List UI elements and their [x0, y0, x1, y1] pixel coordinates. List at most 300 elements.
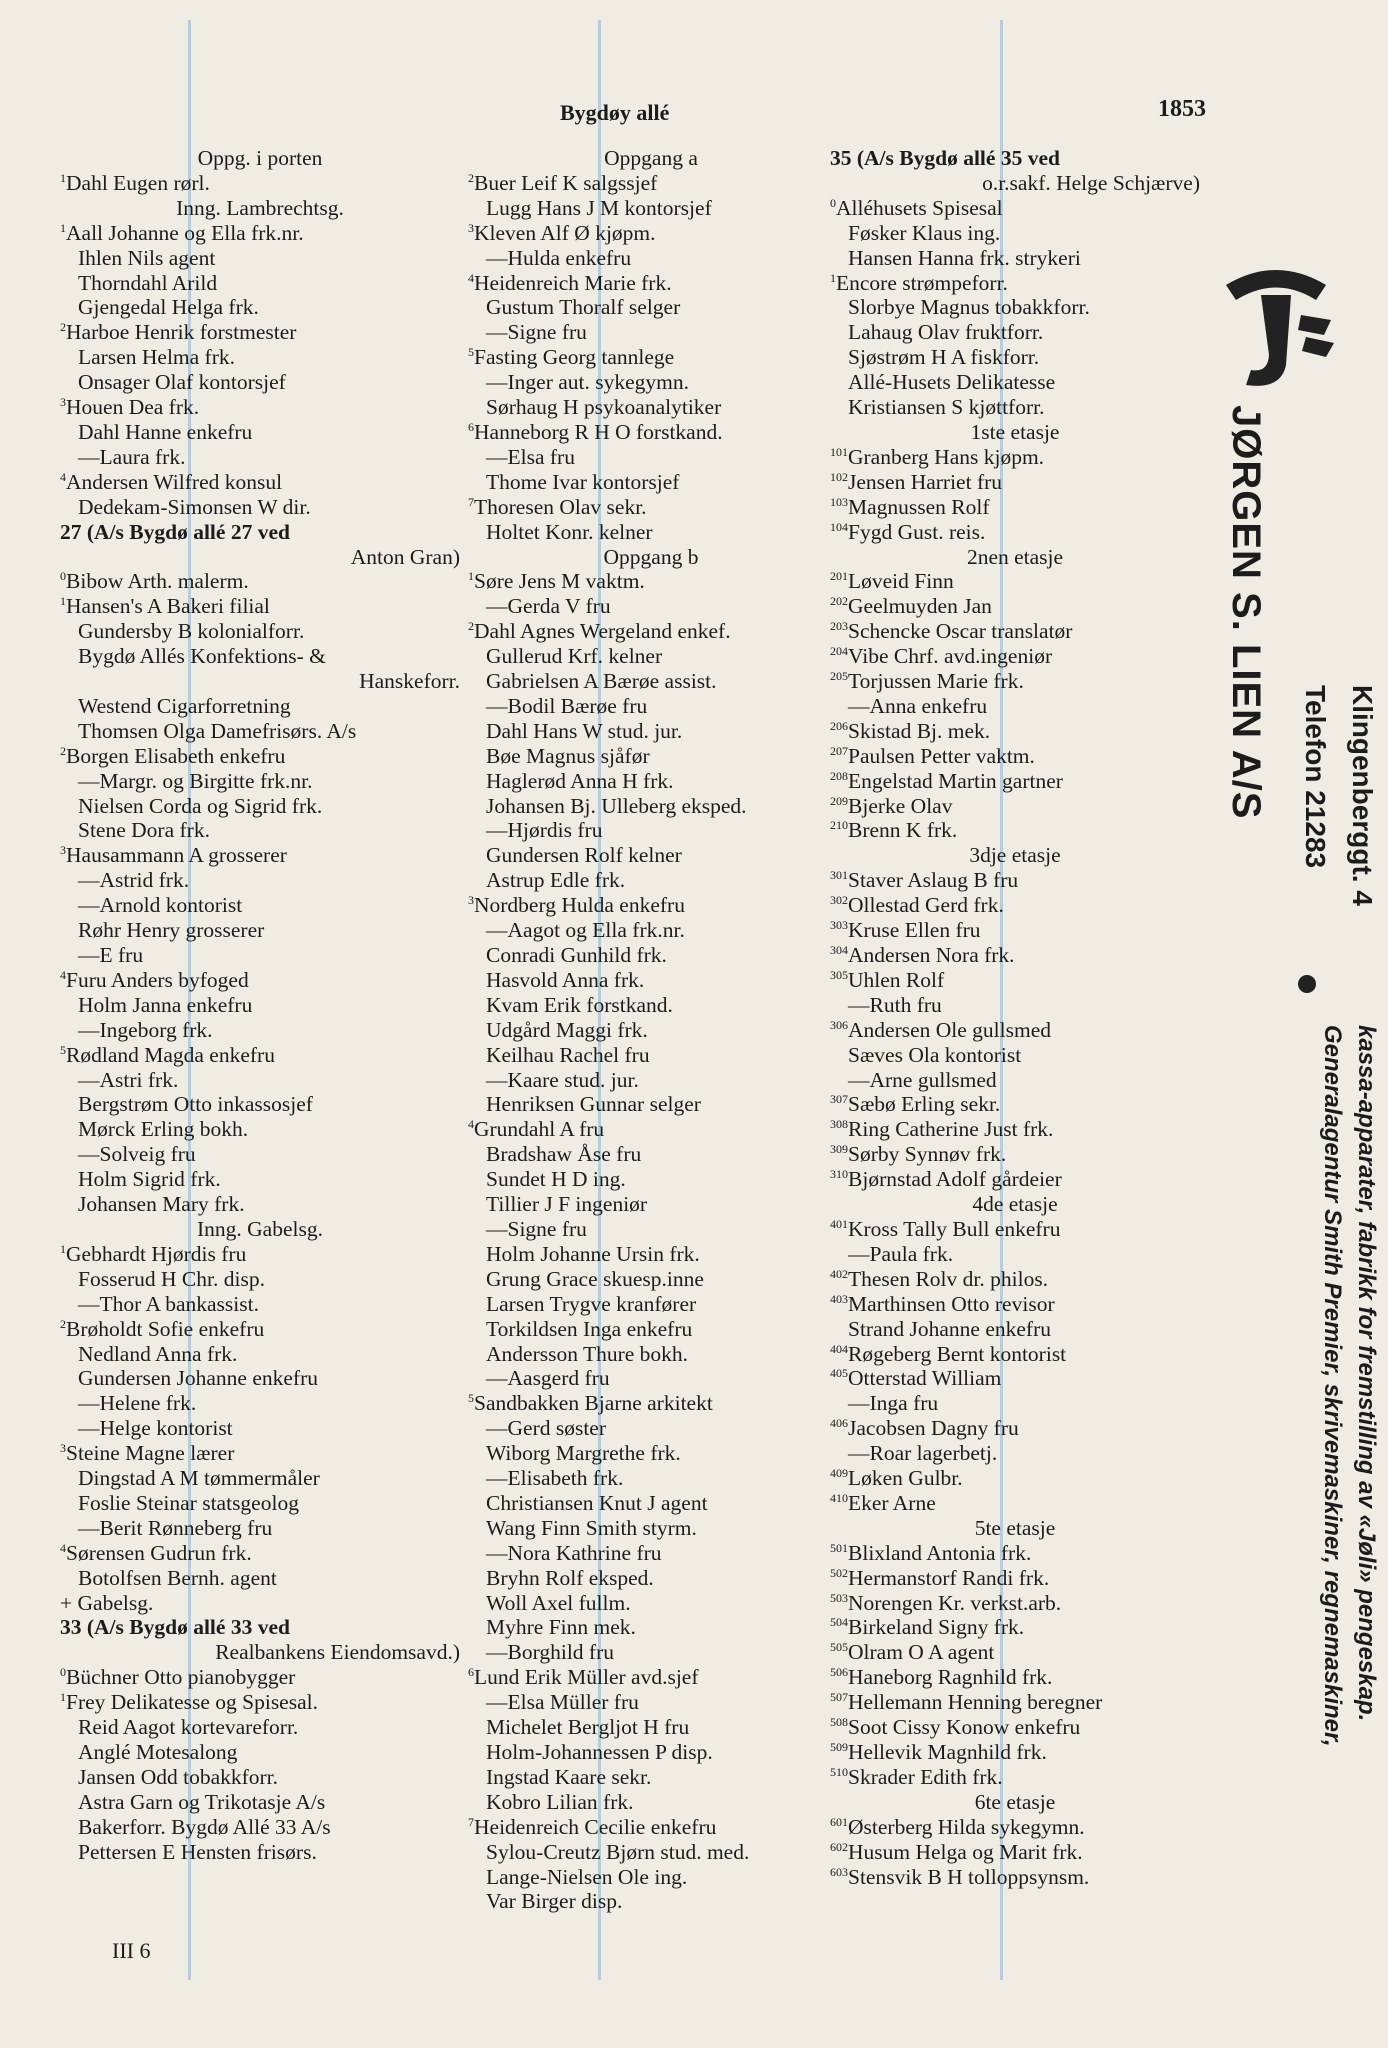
floor-marker: 3 — [60, 394, 66, 409]
section-heading — [830, 1192, 1200, 1217]
entry-text: Andersen Wilfred konsul — [66, 469, 283, 494]
entry-text: Uhlen Rolf — [848, 967, 945, 992]
entry-text: Oppgang a — [604, 146, 698, 170]
directory-entry — [468, 1018, 834, 1043]
directory-entry — [60, 1665, 460, 1690]
directory-entry — [60, 221, 460, 246]
floor-marker: 103 — [830, 494, 848, 509]
directory-entry — [468, 271, 834, 296]
entry-text: —Signe fru — [486, 320, 587, 345]
directory-entry — [468, 1292, 834, 1317]
directory-entry — [60, 1192, 460, 1217]
directory-entry — [468, 1815, 834, 1840]
directory-entry — [468, 1491, 834, 1516]
directory-entry — [830, 694, 1200, 719]
floor-marker: 508 — [830, 1714, 848, 1729]
directory-entry — [830, 868, 1200, 893]
directory-entry — [60, 993, 460, 1018]
floor-marker: 209 — [830, 793, 848, 808]
directory-entry — [830, 744, 1200, 769]
entry-text: Sandbakken Bjarne arkitekt — [474, 1391, 713, 1416]
entry-text: Sørby Synnøv frk. — [848, 1142, 1007, 1167]
entry-text: Anglé Motesalong — [78, 1740, 238, 1764]
directory-entry — [830, 644, 1200, 669]
section-heading — [830, 1790, 1200, 1815]
entry-continuation — [830, 171, 1200, 196]
floor-marker: 510 — [830, 1764, 848, 1779]
directory-entry — [468, 1068, 834, 1093]
directory-entry — [60, 694, 460, 719]
floor-marker: 203 — [830, 619, 848, 634]
section-heading — [830, 843, 1200, 868]
entry-text: Botolfsen Bernh. agent — [78, 1565, 277, 1590]
directory-entry — [468, 1591, 834, 1616]
directory-entry — [468, 1416, 834, 1441]
entry-text: Realbankens Eiendomsavd.) — [215, 1640, 460, 1665]
entry-text: Holm Janna enkefru — [78, 992, 253, 1017]
entry-text: Hansen's A Bakeri filial — [66, 594, 270, 619]
floor-marker: 1 — [830, 270, 836, 285]
entry-text: Røhr Henry grosserer — [78, 918, 265, 943]
entry-text: —Inga fru — [848, 1391, 939, 1416]
entry-text: —Laura frk. — [78, 444, 186, 469]
section-heading — [830, 420, 1200, 445]
directory-entry — [60, 1043, 460, 1068]
entry-text: —Inger aut. sykegymn. — [486, 370, 690, 395]
directory-entry — [60, 1790, 460, 1815]
entry-text: —Hulda enkefru — [486, 245, 632, 270]
entry-text: Myhre Finn mek. — [486, 1615, 636, 1640]
floor-marker: 504 — [830, 1615, 848, 1630]
directory-entry — [468, 1889, 834, 1914]
directory-entry — [60, 1591, 460, 1616]
floor-marker: 404 — [830, 1341, 848, 1356]
entry-text: Søre Jens M vaktm. — [474, 569, 645, 594]
floor-marker: 502 — [830, 1565, 848, 1580]
entry-text: —Arne gullsmed — [848, 1067, 997, 1092]
entry-text: Michelet Bergljot H fru — [486, 1715, 690, 1740]
entry-text: Otterstad William — [848, 1366, 1002, 1391]
directory-entry — [830, 246, 1200, 271]
entry-text: Tillier J F ingeniør — [486, 1192, 648, 1217]
entry-text: Birkeland Signy frk. — [848, 1615, 1025, 1640]
directory-entry — [468, 246, 834, 271]
entry-text: Keilhau Rachel fru — [486, 1042, 650, 1067]
directory-entry — [468, 893, 834, 918]
floor-marker: 102 — [830, 469, 848, 484]
entry-text: —Gerd søster — [486, 1416, 607, 1441]
floor-marker: 307 — [830, 1092, 848, 1107]
directory-entry — [830, 1416, 1200, 1441]
floor-marker: 410 — [830, 1490, 848, 1505]
directory-entry — [60, 495, 460, 520]
page-title: Bygdøy allé — [560, 100, 670, 125]
directory-entry — [60, 1541, 460, 1566]
entry-text: Skrader Edith frk. — [848, 1764, 1003, 1789]
directory-entry — [468, 719, 834, 744]
entry-text: Houen Dea frk. — [66, 395, 200, 420]
directory-entry — [468, 1117, 834, 1142]
column-3 — [830, 146, 1200, 1889]
entry-text: —Elsa Müller fru — [486, 1690, 639, 1715]
directory-entry — [468, 445, 834, 470]
ad-line-1: Generalagentur Smith Premier, skrivemaskiner, regnemaskiner, — [1319, 1025, 1346, 1747]
entry-text: —E fru — [78, 943, 144, 967]
directory-entry — [60, 295, 460, 320]
entry-text: Husum Helga og Marit frk. — [848, 1839, 1083, 1864]
entry-text: Strand Johanne enkefru — [848, 1316, 1051, 1341]
entry-text: Dedekam-Simonsen W dir. — [78, 494, 311, 519]
entry-text: —Signe fru — [486, 1216, 587, 1241]
entry-text: Schencke Oscar translatør — [848, 619, 1073, 644]
entry-text: Løveid Finn — [848, 569, 954, 594]
entry-text: Kobro Lilian frk. — [486, 1789, 634, 1814]
directory-entry — [60, 1466, 460, 1491]
directory-entry — [60, 769, 460, 794]
floor-marker: 0 — [60, 569, 66, 584]
directory-entry — [830, 1092, 1200, 1117]
entry-text: Westend Cigarforretning — [78, 693, 291, 718]
entry-text: Gabrielsen A Bærøe assist. — [486, 669, 717, 694]
entry-continuation — [60, 545, 460, 570]
directory-entry — [830, 968, 1200, 993]
floor-marker: 1 — [60, 594, 66, 609]
entry-text: Eker Arne — [848, 1490, 936, 1515]
directory-entry — [468, 619, 834, 644]
directory-entry — [60, 1092, 460, 1117]
entry-text: Larsen Helma frk. — [78, 345, 235, 370]
entry-text: —Kaare stud. jur. — [486, 1067, 639, 1092]
directory-entry — [830, 1391, 1200, 1416]
directory-entry — [830, 1043, 1200, 1068]
directory-entry — [468, 1765, 834, 1790]
directory-entry — [830, 1466, 1200, 1491]
entry-text: —Astrid frk. — [78, 868, 190, 893]
directory-entry — [830, 1840, 1200, 1865]
entry-text: —Margr. og Birgitte frk.nr. — [78, 768, 313, 793]
directory-entry — [468, 1690, 834, 1715]
entry-text: Sylou-Creutz Bjørn stud. med. — [486, 1839, 750, 1864]
directory-entry — [468, 918, 834, 943]
entry-text: —Aagot og Ella frk.nr. — [486, 918, 685, 943]
entry-text: Mørck Erling bokh. — [78, 1117, 249, 1142]
directory-entry — [60, 271, 460, 296]
directory-entry — [60, 1342, 460, 1367]
floor-marker: 1 — [60, 170, 66, 185]
directory-entry — [830, 470, 1200, 495]
entry-text: Nedland Anna frk. — [78, 1341, 238, 1366]
directory-entry — [830, 1366, 1200, 1391]
floor-marker: 405 — [830, 1366, 848, 1381]
floor-marker: 301 — [830, 868, 848, 883]
directory-entry — [468, 395, 834, 420]
directory-entry — [60, 644, 460, 669]
entry-text: Dahl Agnes Wergeland enkef. — [474, 619, 731, 644]
entry-text: Oppgang b — [603, 544, 699, 569]
entry-text: Frey Delikatesse og Spisesal. — [66, 1690, 318, 1715]
entry-text: Anton Gran) — [350, 544, 460, 569]
entry-text: Ollestad Gerd frk. — [848, 893, 1004, 918]
directory-entry — [468, 1317, 834, 1342]
floor-marker: 208 — [830, 768, 848, 783]
entry-text: —Ingeborg frk. — [78, 1017, 213, 1042]
directory-entry — [60, 1317, 460, 1342]
floor-marker: 1 — [468, 569, 474, 584]
directory-entry — [60, 594, 460, 619]
directory-entry — [468, 569, 834, 594]
directory-entry — [830, 395, 1200, 420]
entry-text: —Borghild fru — [486, 1640, 615, 1665]
floor-marker: 309 — [830, 1142, 848, 1157]
entry-text: Torkildsen Inga enkefru — [486, 1316, 693, 1341]
directory-entry — [830, 943, 1200, 968]
floor-marker: 602 — [830, 1839, 848, 1854]
directory-entry — [60, 1740, 460, 1765]
entry-text: Ring Catherine Just frk. — [848, 1117, 1054, 1142]
section-heading — [830, 1516, 1200, 1541]
entry-text: —Helge kontorist — [78, 1416, 233, 1441]
section-heading — [468, 146, 834, 171]
floor-marker: 1 — [60, 1241, 66, 1256]
directory-entry — [468, 1790, 834, 1815]
entry-text: —Berit Rønneberg fru — [78, 1515, 273, 1540]
directory-entry — [468, 1640, 834, 1665]
entry-text: Andersen Nora frk. — [848, 943, 1015, 967]
directory-entry — [60, 1491, 460, 1516]
entry-text: 6te etasje — [974, 1789, 1056, 1814]
floor-marker: 4 — [60, 967, 66, 982]
floor-marker: 603 — [830, 1864, 848, 1879]
entry-text: Andersson Thure bokh. — [486, 1341, 689, 1366]
entry-text: Rødland Magda enkefru — [66, 1042, 275, 1067]
entry-text: Thome Ivar kontorsjef — [486, 469, 680, 494]
directory-entry — [60, 1441, 460, 1466]
directory-entry — [468, 1142, 834, 1167]
floor-marker: 304 — [830, 942, 848, 957]
directory-entry — [468, 495, 834, 520]
entry-text: Conradi Gunhild frk. — [486, 943, 667, 967]
entry-text: —Elisabeth frk. — [486, 1466, 624, 1491]
directory-entry — [60, 1068, 460, 1093]
directory-entry — [468, 420, 834, 445]
directory-entry — [468, 769, 834, 794]
entry-text: Furu Anders byfoged — [66, 967, 249, 992]
entry-text: + Gabelsg. — [60, 1590, 154, 1615]
entry-text: Holm-Johannessen P disp. — [486, 1740, 713, 1764]
entry-text: Dingstad A M tømmermåler — [78, 1466, 320, 1491]
entry-text: —Solveig fru — [78, 1142, 196, 1167]
column-1 — [60, 146, 460, 1865]
entry-text: Olram O A agent — [848, 1640, 995, 1665]
entry-text: Thesen Rolv dr. philos. — [848, 1266, 1049, 1291]
entry-text: Lange-Nielsen Ole ing. — [486, 1864, 688, 1889]
building-heading — [60, 520, 460, 545]
entry-text: Reid Aagot kortevareforr. — [78, 1715, 299, 1740]
floor-marker: 308 — [830, 1117, 848, 1132]
directory-entry — [830, 520, 1200, 545]
directory-entry — [60, 868, 460, 893]
entry-text: Gundersen Johanne enkefru — [78, 1366, 318, 1391]
directory-entry — [468, 1840, 834, 1865]
entry-text: Brenn K frk. — [848, 818, 958, 843]
floor-marker: 3 — [60, 843, 66, 858]
entry-text: Slorbye Magnus tobakkforr. — [848, 295, 1090, 320]
entry-text: —Arnold kontorist — [78, 893, 243, 918]
directory-entry — [830, 1640, 1200, 1665]
directory-entry — [468, 1466, 834, 1491]
entry-text: Løken Gulbr. — [848, 1466, 963, 1491]
directory-entry — [60, 395, 460, 420]
entry-text: Lahaug Olav fruktforr. — [848, 320, 1044, 345]
directory-entry — [468, 1242, 834, 1267]
entry-text: —Anna enkefru — [848, 693, 988, 718]
entry-text: 3dje etasje — [969, 843, 1061, 868]
directory-entry — [60, 1840, 460, 1865]
entry-text: Haneborg Ragnhild frk. — [848, 1665, 1053, 1690]
entry-text: Thoresen Olav sekr. — [474, 494, 647, 519]
entry-text: Gundersen Rolf kelner — [486, 843, 682, 868]
entry-text: Stene Dora frk. — [78, 818, 210, 843]
jl-monogram-icon — [1206, 255, 1346, 395]
column-2 — [468, 146, 834, 1914]
entry-text: Bibow Arth. malerm. — [66, 569, 249, 594]
directory-entry — [60, 171, 460, 196]
section-heading — [60, 146, 460, 171]
entry-text: 27 (A/s Bygdø allé 27 ved — [60, 519, 290, 544]
entry-text: Stensvik B H tolloppsynsm. — [848, 1864, 1090, 1889]
entry-text: Foslie Steinar statsgeolog — [78, 1490, 299, 1515]
entry-text: Astra Garn og Trikotasje A/s — [78, 1789, 326, 1814]
entry-continuation — [60, 669, 460, 694]
entry-text: Sæves Ola kontorist — [848, 1042, 1022, 1067]
entry-text: Hasvold Anna frk. — [486, 967, 645, 992]
floor-marker: 503 — [830, 1590, 848, 1605]
entry-text: —Ruth fru — [848, 992, 942, 1017]
entry-text: Buer Leif K salgssjef — [474, 170, 658, 195]
directory-entry — [60, 1416, 460, 1441]
directory-entry — [830, 320, 1200, 345]
directory-entry — [830, 295, 1200, 320]
entry-text: Nordberg Hulda enkefru — [474, 893, 685, 918]
directory-entry — [468, 1865, 834, 1890]
floor-marker: 2 — [468, 619, 474, 634]
entry-text: Allé-Husets Delikatesse — [848, 370, 1056, 395]
footer-signature: III 6 — [112, 1938, 151, 1963]
entry-text: Johansen Bj. Ulleberg eksped. — [486, 793, 747, 818]
directory-entry — [830, 1018, 1200, 1043]
directory-entry — [468, 818, 834, 843]
directory-entry — [830, 619, 1200, 644]
entry-text: Gjengedal Helga frk. — [78, 295, 259, 320]
directory-entry — [60, 843, 460, 868]
entry-text: Andersen Ole gullsmed — [848, 1017, 1052, 1042]
entry-text: Heidenreich Cecilie enkefru — [474, 1814, 717, 1839]
entry-text: Engelstad Martin gartner — [848, 768, 1063, 793]
entry-text: Soot Cissy Konow enkefru — [848, 1715, 1081, 1740]
directory-entry — [830, 1591, 1200, 1616]
entry-text: Norengen Kr. verkst.arb. — [848, 1590, 1062, 1615]
entry-text: Oppg. i porten — [197, 146, 323, 170]
entry-text: Dahl Hans W stud. jur. — [486, 718, 683, 743]
floor-marker: 501 — [830, 1540, 848, 1555]
entry-text: Inng. Lambrechtsg. — [176, 195, 344, 220]
floor-marker: 306 — [830, 1017, 848, 1032]
entry-text: Sundet H D ing. — [486, 1167, 626, 1192]
entry-text: —Bodil Bærøe fru — [486, 693, 648, 718]
entry-text: Marthinsen Otto revisor — [848, 1291, 1055, 1316]
directory-entry — [60, 1815, 460, 1840]
entry-text: Johansen Mary frk. — [78, 1192, 245, 1217]
directory-entry — [468, 794, 834, 819]
floor-marker: 210 — [830, 818, 848, 833]
directory-entry — [468, 1615, 834, 1640]
building-heading — [60, 1615, 460, 1640]
directory-entry — [468, 520, 834, 545]
directory-entry — [830, 196, 1200, 221]
entry-text: Hausammann A grosserer — [66, 843, 287, 868]
directory-entry — [468, 694, 834, 719]
directory-entry — [60, 1267, 460, 1292]
directory-entry — [468, 1192, 834, 1217]
entry-text: Nielsen Corda og Sigrid frk. — [78, 793, 323, 818]
entry-text: Sørensen Gudrun frk. — [66, 1540, 252, 1565]
directory-entry — [60, 370, 460, 395]
floor-marker: 3 — [468, 220, 474, 235]
directory-entry — [830, 794, 1200, 819]
directory-entry — [468, 1566, 834, 1591]
directory-entry — [60, 818, 460, 843]
entry-text: 35 (A/s Bygdø allé 35 ved — [830, 146, 1060, 170]
floor-marker: 104 — [830, 519, 848, 534]
entry-text: —Astri frk. — [78, 1067, 179, 1092]
entry-text: Kleven Alf Ø kjøpm. — [474, 220, 656, 245]
directory-entry — [830, 1217, 1200, 1242]
entry-text: Gundersby B kolonialforr. — [78, 619, 305, 644]
directory-entry — [60, 320, 460, 345]
entry-text: Gebhardt Hjørdis fru — [66, 1241, 247, 1266]
floor-marker: 4 — [468, 1117, 474, 1132]
entry-text: Geelmuyden Jan — [848, 594, 992, 619]
directory-entry — [60, 470, 460, 495]
entry-text: Sjøstrøm H A fiskforr. — [848, 345, 1040, 370]
floor-marker: 7 — [468, 1814, 474, 1829]
entry-text: Fosserud H Chr. disp. — [78, 1266, 265, 1291]
directory-entry — [830, 1665, 1200, 1690]
entry-text: Fygd Gust. reis. — [848, 519, 986, 544]
directory-entry — [468, 669, 834, 694]
directory-entry — [468, 1366, 834, 1391]
directory-entry — [468, 1740, 834, 1765]
directory-entry — [468, 968, 834, 993]
directory-entry — [830, 1267, 1200, 1292]
directory-entry — [468, 843, 834, 868]
directory-entry — [468, 370, 834, 395]
floor-marker: 202 — [830, 594, 848, 609]
floor-marker: 505 — [830, 1640, 848, 1655]
entry-text: 1ste etasje — [970, 419, 1060, 444]
entry-text: 33 (A/s Bygdø allé 33 ved — [60, 1615, 290, 1640]
entry-text: —Thor A bankassist. — [78, 1291, 259, 1316]
entry-text: Kruse Ellen fru — [848, 918, 981, 943]
floor-marker: 401 — [830, 1216, 848, 1231]
entry-text: Bøe Magnus sjåfør — [486, 743, 650, 768]
entry-text: Thorndahl Arild — [78, 270, 218, 295]
directory-entry — [468, 295, 834, 320]
entry-text: o.r.sakf. Helge Schjærve) — [982, 170, 1200, 195]
entry-text: Fasting Georg tannlege — [474, 345, 675, 370]
entry-text: Holm Johanne Ursin frk. — [486, 1241, 700, 1266]
entry-text: Granberg Hans kjøpm. — [848, 444, 1045, 469]
